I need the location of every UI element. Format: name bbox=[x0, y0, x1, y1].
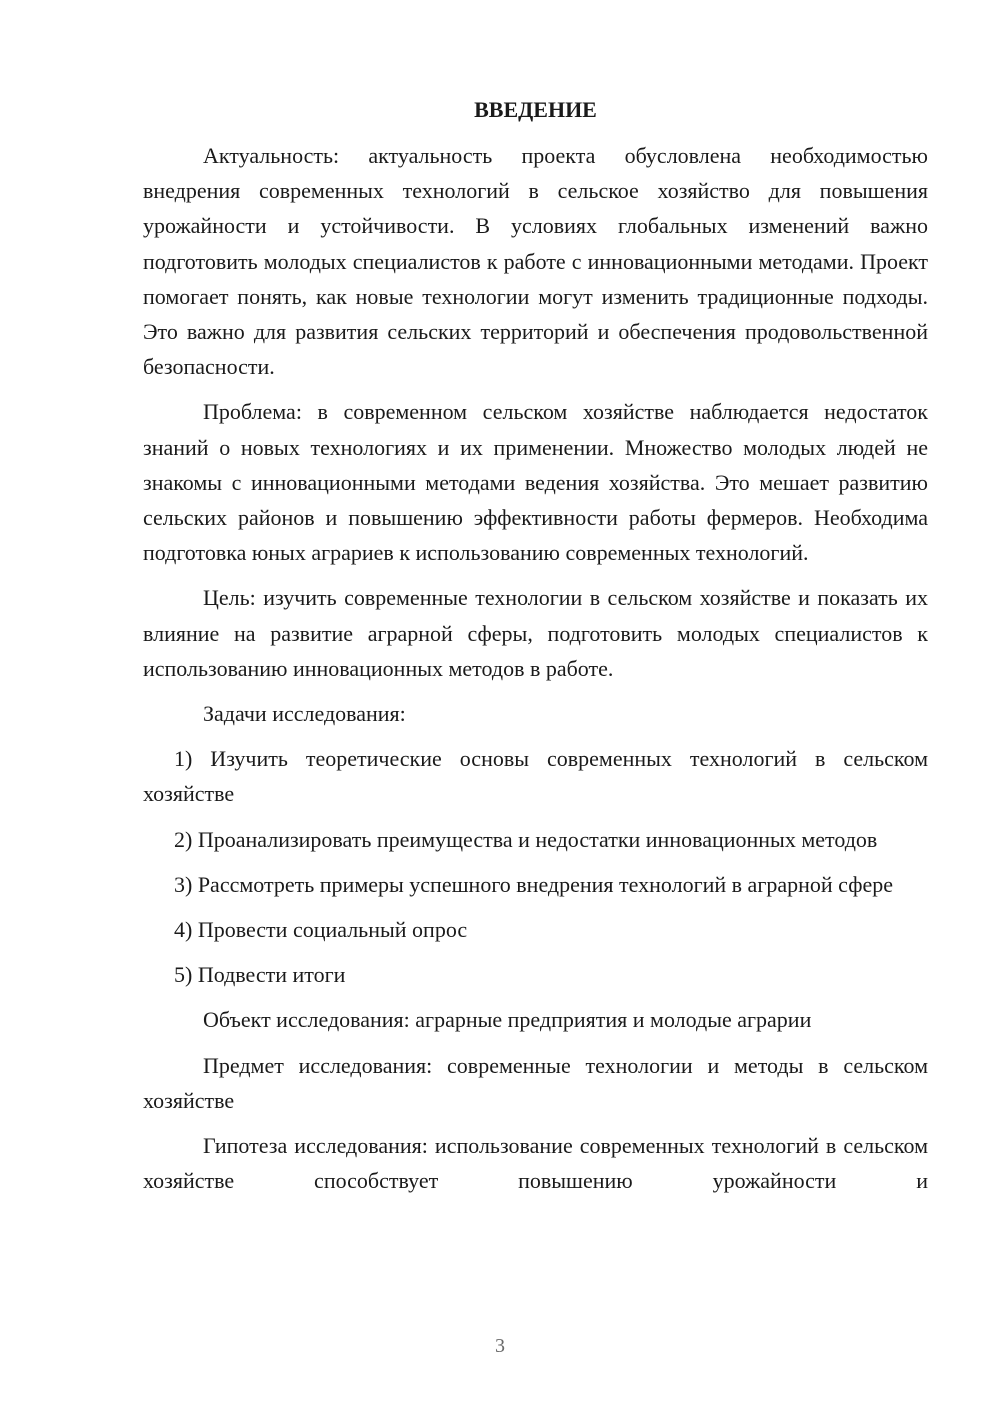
object-paragraph: Объект исследования: аграрные предприятия и молодые аграрии bbox=[203, 1007, 812, 1033]
section-heading: ВВЕДЕНИЕ bbox=[474, 97, 597, 122]
relevance-paragraph: Актуальность: актуальность проекта обусловлена необходимостью внедрения современных технологий в сельское хозяйство для повышения урожайности и устойчивости. В условиях глобальных изменений важно подготовить молодых специалистов к работе с инновационными методами. Проект помогает понять, как новые технологии могут изменить традиционные подходы. Это важно для развития сельских территорий и обеспечения продовольственной безопасности. bbox=[143, 143, 928, 380]
goal-paragraph: Цель: изучить современные технологии в сельском хозяйстве и показать их влияние на развитие аграрной сферы, подготовить молодых специалистов к использованию инновационных методов в работе. bbox=[143, 585, 928, 681]
task-item: 2) Проанализировать преимущества и недостатки инновационных методов bbox=[174, 826, 878, 852]
tasks-heading: Задачи исследования: bbox=[203, 701, 406, 727]
problem-paragraph: Проблема: в современном сельском хозяйстве наблюдается недостаток знаний о новых технологиях и их применении. Множество молодых людей не знакомы с инновационными методами ведения хозяйства. Это мешает развитию сельских районов и повышению эффективности работы фермеров. Необходима подготовка юных аграриев к использованию современных технологий. bbox=[143, 399, 928, 566]
subject-paragraph: Предмет исследования: современные технологии и методы в сельском хозяйстве bbox=[143, 1052, 928, 1113]
task-item: 3) Рассмотреть примеры успешного внедрения технологий в аграрной сфере bbox=[174, 871, 893, 897]
task-item: 1) Изучить теоретические основы современных технологий в сельском хозяйстве bbox=[143, 746, 928, 807]
page-content bbox=[143, 94, 928, 1198]
task-item: 5) Подвести итоги bbox=[174, 962, 346, 988]
page-number: 3 bbox=[495, 1335, 505, 1357]
hypothesis-paragraph: Гипотеза исследования: использование современных технологий в сельском хозяйстве способствует повышению урожайности и bbox=[143, 1133, 928, 1194]
task-item: 4) Провести социальный опрос bbox=[174, 917, 468, 943]
